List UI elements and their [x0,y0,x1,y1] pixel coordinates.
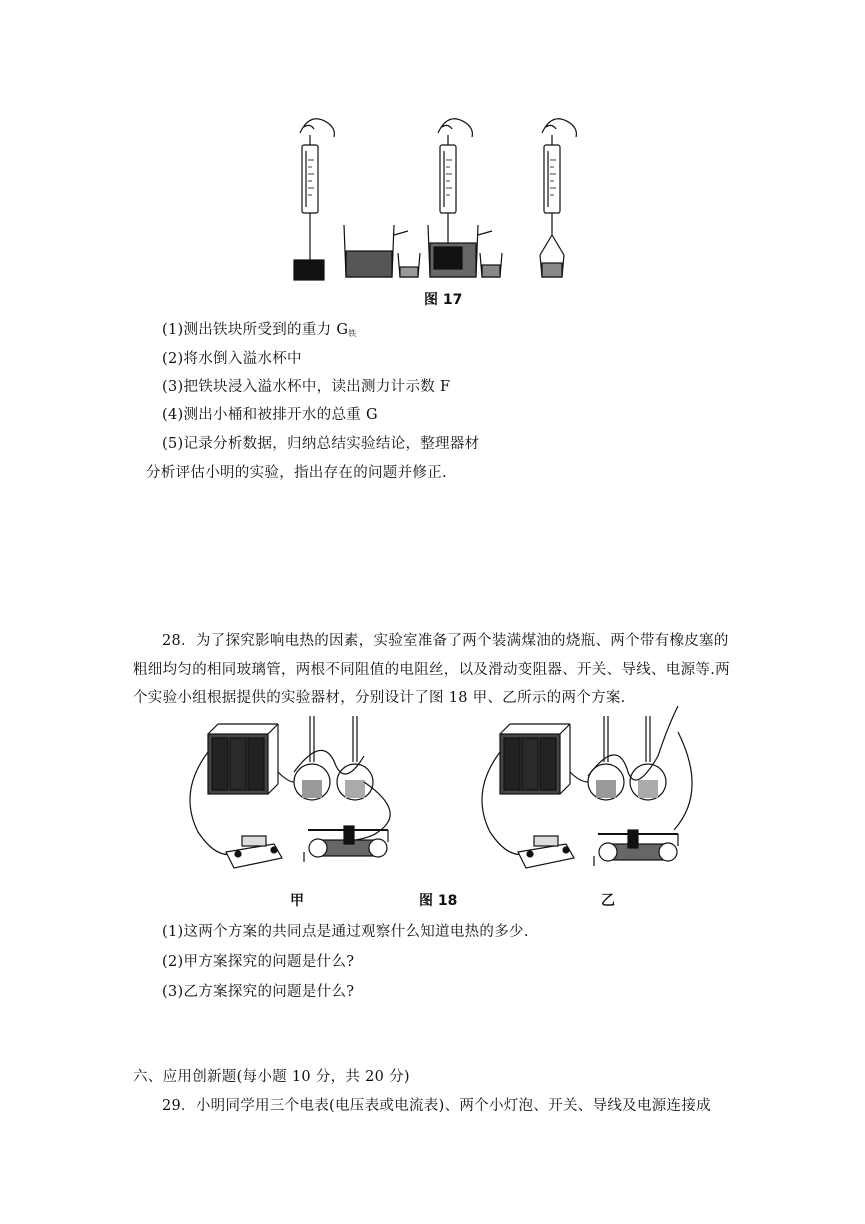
fig17-scene-overflow-cup [344,225,420,277]
fig18-yi-rheostat [594,830,678,866]
figure-17-caption: 图 17 [424,292,463,308]
q27-step-1 [162,320,357,344]
q28-subquestion-3: (3)乙方案探究的问题是什么? [162,984,355,1000]
q27-step-5: (5)记录分析数据，归纳总结实验结论，整理器材 [162,436,480,452]
q27-step-1-subscript: 铁 [348,329,357,338]
fig17-scene-immersed-block [428,119,502,277]
fig18-circuit-yi [482,706,692,868]
q27-step-3: (3)把铁块浸入溢水杯中，读出测力计示数 F [162,379,451,395]
figure-18-caption: 图 18 [419,893,458,909]
q27-task: 分析评估小明的实验，指出存在的问题并修正. [146,465,447,481]
q28-line-2: 粗细均匀的相同玻璃管，两根不同阻值的电阻丝，以及滑动变阻器、开关、导线、电源等.两 [133,662,730,678]
fig17-scene-weigh-block [294,119,334,280]
fig18-jia-battery [208,724,278,794]
fig18-jia-rheostat [304,826,388,862]
q27-step-2: (2)将水倒入溢水杯中 [162,351,302,367]
section-6-heading: 六、应用创新题(每小题 10 分，共 20 分) [133,1069,410,1085]
fig17-scene-weigh-bucket [540,119,576,277]
q29-line-1: 29．小明同学用三个电表(电压表或电流表)、两个小灯泡、开关、导线及电源连接成 [162,1098,711,1114]
figure-18-label-jia: 甲 [290,893,304,909]
fig18-yi-switch [518,836,574,868]
q28-line-3: 个实验小组根据提供的实验器材，分别设计了图 18 甲、乙所示的两个方案. [133,690,626,706]
fig18-yi-battery [500,724,570,794]
figure-18-label-yi: 乙 [601,893,615,909]
q28-line-1: 28．为了探究影响电热的因素，实验室准备了两个装满煤油的烧瓶、两个带有橡皮塞的 [162,633,729,649]
figure-18 [178,712,698,887]
fig18-jia-flasks [294,716,373,800]
q27-step-4: (4)测出小桶和被排开水的总重 G [162,407,378,423]
fig18-circuit-jia [190,716,390,868]
q27-step-1-text: (1)测出铁块所受到的重力 G [162,322,349,338]
fig18-yi-flasks [588,706,678,800]
q28-subquestion-1: (1)这两个方案的共同点是通过观察什么知道电热的多少. [162,924,529,940]
fig18-jia-switch [226,836,282,868]
q28-subquestion-2: (2)甲方案探究的问题是什么? [162,954,355,970]
figure-17 [280,105,620,295]
